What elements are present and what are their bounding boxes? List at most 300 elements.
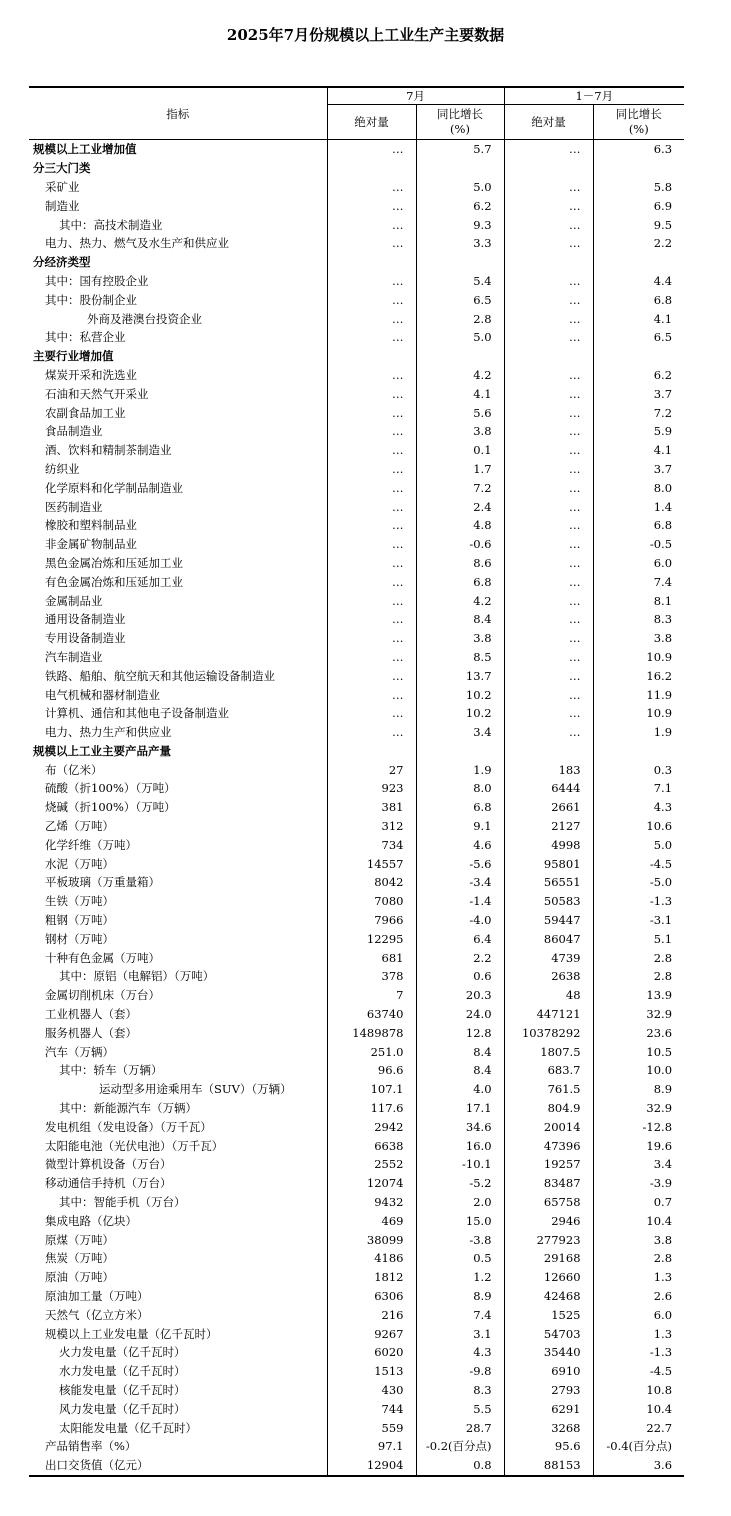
row-label: 主要行业增加值 xyxy=(33,349,114,364)
row-label: 移动通信手持机（万台） xyxy=(45,1176,172,1191)
row-month-abs: 681 xyxy=(327,948,416,967)
row-label: 分经济类型 xyxy=(33,255,91,270)
row-month-yoy: 9.1 xyxy=(416,817,504,836)
table-row xyxy=(29,196,684,215)
row-ytd-abs: 12660 xyxy=(504,1268,593,1287)
row-ytd-abs: 47396 xyxy=(504,1136,593,1155)
row-ytd-abs: … xyxy=(504,478,593,497)
row-ytd-yoy: 4.1 xyxy=(593,441,684,460)
table-row xyxy=(29,140,684,159)
row-label: 粗钢（万吨） xyxy=(45,913,114,928)
table-row xyxy=(29,1117,684,1136)
row-month-yoy: 5.5 xyxy=(416,1399,504,1418)
row-label: 专用设备制造业 xyxy=(45,631,126,646)
row-ytd-yoy: -1.3 xyxy=(593,892,684,911)
table-header xyxy=(29,87,684,140)
row-month-abs: … xyxy=(327,272,416,291)
row-ytd-abs: 54703 xyxy=(504,1324,593,1343)
row-ytd-yoy: 5.9 xyxy=(593,422,684,441)
row-month-yoy: -9.8 xyxy=(416,1362,504,1381)
row-month-yoy: 5.6 xyxy=(416,403,504,422)
row-month-yoy: 20.3 xyxy=(416,986,504,1005)
row-ytd-yoy: -12.8 xyxy=(593,1117,684,1136)
row-month-abs: 2552 xyxy=(327,1155,416,1174)
row-month-yoy: -3.8 xyxy=(416,1230,504,1249)
table-row xyxy=(29,817,684,836)
table-row xyxy=(29,1268,684,1287)
row-month-yoy: 8.3 xyxy=(416,1381,504,1400)
row-ytd-abs: … xyxy=(504,272,593,291)
table-row xyxy=(29,892,684,911)
table-row xyxy=(29,723,684,742)
row-ytd-abs: … xyxy=(504,422,593,441)
row-ytd-abs: 683.7 xyxy=(504,1061,593,1080)
row-month-yoy: -1.4 xyxy=(416,892,504,911)
row-month-abs: … xyxy=(327,591,416,610)
row-month-yoy: 4.2 xyxy=(416,366,504,385)
row-ytd-yoy: 3.7 xyxy=(593,384,684,403)
row-ytd-abs: 29168 xyxy=(504,1249,593,1268)
row-ytd-yoy: 19.6 xyxy=(593,1136,684,1155)
row-ytd-abs: … xyxy=(504,309,593,328)
row-ytd-abs: … xyxy=(504,140,593,159)
row-month-abs: … xyxy=(327,666,416,685)
row-ytd-abs: 48 xyxy=(504,986,593,1005)
table-row xyxy=(29,629,684,648)
row-ytd-abs: 2638 xyxy=(504,967,593,986)
header-indicator: 指标 xyxy=(29,87,327,140)
row-month-abs: … xyxy=(327,535,416,554)
row-month-abs: 9432 xyxy=(327,1193,416,1212)
row-month-yoy: 7.2 xyxy=(416,478,504,497)
row-month-yoy: 34.6 xyxy=(416,1117,504,1136)
row-ytd-abs xyxy=(504,347,593,366)
row-label: 金属制品业 xyxy=(45,593,103,608)
row-month-yoy: 17.1 xyxy=(416,1099,504,1118)
row-ytd-abs: 183 xyxy=(504,760,593,779)
row-month-yoy: 6.2 xyxy=(416,196,504,215)
row-month-abs: … xyxy=(327,328,416,347)
table-row xyxy=(29,366,684,385)
row-month-yoy: 3.3 xyxy=(416,234,504,253)
row-month-yoy: 10.2 xyxy=(416,704,504,723)
header-month-yoy xyxy=(416,105,504,140)
row-month-abs: 1513 xyxy=(327,1362,416,1381)
row-ytd-abs: … xyxy=(504,328,593,347)
row-ytd-abs: 6444 xyxy=(504,779,593,798)
row-month-abs: 430 xyxy=(327,1381,416,1400)
table-row xyxy=(29,873,684,892)
row-label: 水力发电量（亿千瓦时） xyxy=(59,1364,186,1379)
row-ytd-abs: … xyxy=(504,441,593,460)
row-label: 火力发电量（亿千瓦时） xyxy=(59,1345,186,1360)
row-month-abs: 9267 xyxy=(327,1324,416,1343)
row-ytd-abs xyxy=(504,742,593,761)
header-group-ytd: 1－7月 xyxy=(504,87,684,105)
row-ytd-abs: 2793 xyxy=(504,1381,593,1400)
row-ytd-yoy: 1.3 xyxy=(593,1324,684,1343)
row-label: 其中：智能手机（万台） xyxy=(59,1195,186,1210)
row-ytd-abs: … xyxy=(504,516,593,535)
table-row xyxy=(29,1155,684,1174)
row-ytd-abs: … xyxy=(504,535,593,554)
table-row xyxy=(29,497,684,516)
row-month-abs: 7080 xyxy=(327,892,416,911)
row-month-yoy: 4.6 xyxy=(416,835,504,854)
table-row xyxy=(29,554,684,573)
table-row xyxy=(29,441,684,460)
row-ytd-abs: 2127 xyxy=(504,817,593,836)
row-label: 黑色金属冶炼和压延加工业 xyxy=(45,555,183,570)
row-ytd-yoy: 13.9 xyxy=(593,986,684,1005)
row-label: 十种有色金属（万吨） xyxy=(45,950,160,965)
row-month-yoy: 3.8 xyxy=(416,629,504,648)
table-row xyxy=(29,1174,684,1193)
row-month-yoy: 8.4 xyxy=(416,610,504,629)
row-ytd-yoy: 7.2 xyxy=(593,403,684,422)
row-month-abs: … xyxy=(327,572,416,591)
row-ytd-yoy: 7.1 xyxy=(593,779,684,798)
row-month-yoy: 0.6 xyxy=(416,967,504,986)
table-row xyxy=(29,1418,684,1437)
row-month-yoy: 6.8 xyxy=(416,798,504,817)
table-row xyxy=(29,1362,684,1381)
row-ytd-yoy: 10.4 xyxy=(593,1211,684,1230)
row-ytd-yoy: 3.8 xyxy=(593,629,684,648)
row-label: 汽车（万辆） xyxy=(45,1044,114,1059)
row-ytd-yoy: 6.5 xyxy=(593,328,684,347)
row-month-yoy: 8.4 xyxy=(416,1042,504,1061)
row-label: 金属切削机床（万台） xyxy=(45,988,160,1003)
row-ytd-abs: 88153 xyxy=(504,1456,593,1476)
table-row xyxy=(29,742,684,761)
row-ytd-yoy: 8.3 xyxy=(593,610,684,629)
row-month-abs: … xyxy=(327,234,416,253)
row-ytd-yoy: 10.5 xyxy=(593,1042,684,1061)
header-ytd-yoy-line1: 同比增长 xyxy=(615,107,662,121)
row-month-abs: 96.6 xyxy=(327,1061,416,1080)
row-label: 其中：新能源汽车（万辆） xyxy=(59,1101,197,1116)
table-row xyxy=(29,215,684,234)
row-ytd-abs: 277923 xyxy=(504,1230,593,1249)
row-month-abs: … xyxy=(327,215,416,234)
row-ytd-abs: … xyxy=(504,366,593,385)
row-ytd-yoy: 23.6 xyxy=(593,1023,684,1042)
row-month-abs: … xyxy=(327,648,416,667)
row-ytd-yoy xyxy=(593,347,684,366)
row-ytd-abs: 4739 xyxy=(504,948,593,967)
row-month-abs: 107.1 xyxy=(327,1080,416,1099)
row-month-yoy: 2.0 xyxy=(416,1193,504,1212)
row-ytd-yoy: 1.3 xyxy=(593,1268,684,1287)
row-label: 化学纤维（万吨） xyxy=(45,837,137,852)
row-month-abs: … xyxy=(327,685,416,704)
table-row xyxy=(29,854,684,873)
row-month-yoy: 8.0 xyxy=(416,779,504,798)
row-ytd-yoy: 5.1 xyxy=(593,929,684,948)
row-label: 采矿业 xyxy=(45,179,80,194)
row-month-yoy: 1.9 xyxy=(416,760,504,779)
row-ytd-yoy: 6.3 xyxy=(593,140,684,159)
row-month-abs: 381 xyxy=(327,798,416,817)
row-month-yoy: 15.0 xyxy=(416,1211,504,1230)
row-ytd-yoy: -5.0 xyxy=(593,873,684,892)
row-month-abs: … xyxy=(327,516,416,535)
row-ytd-yoy: 10.8 xyxy=(593,1381,684,1400)
row-ytd-abs: … xyxy=(504,723,593,742)
row-ytd-yoy xyxy=(593,159,684,178)
row-month-yoy: 8.6 xyxy=(416,554,504,573)
table-row xyxy=(29,1230,684,1249)
row-ytd-abs: 804.9 xyxy=(504,1099,593,1118)
row-label: 其中：股份制企业 xyxy=(45,292,137,307)
table-row xyxy=(29,967,684,986)
row-month-abs: … xyxy=(327,178,416,197)
row-ytd-abs xyxy=(504,159,593,178)
row-ytd-abs: … xyxy=(504,629,593,648)
table-row xyxy=(29,1381,684,1400)
table-row xyxy=(29,1399,684,1418)
row-label: 计算机、通信和其他电子设备制造业 xyxy=(45,706,229,721)
table-row xyxy=(29,1005,684,1024)
row-ytd-yoy: 11.9 xyxy=(593,685,684,704)
row-month-abs: 216 xyxy=(327,1305,416,1324)
row-ytd-yoy: 3.4 xyxy=(593,1155,684,1174)
row-month-yoy: 8.4 xyxy=(416,1061,504,1080)
row-ytd-yoy: 2.2 xyxy=(593,234,684,253)
row-ytd-yoy: 6.0 xyxy=(593,554,684,573)
row-label: 电气机械和器材制造业 xyxy=(45,687,160,702)
row-ytd-yoy: 10.4 xyxy=(593,1399,684,1418)
row-ytd-yoy: 16.2 xyxy=(593,666,684,685)
row-label: 通用设备制造业 xyxy=(45,612,126,627)
row-ytd-abs: 95801 xyxy=(504,854,593,873)
table-body xyxy=(29,140,684,1476)
page-title: 2025年7月份规模以上工业生产主要数据 xyxy=(226,26,505,44)
row-month-yoy: 2.4 xyxy=(416,497,504,516)
row-ytd-abs: 6910 xyxy=(504,1362,593,1381)
row-ytd-abs: 10378292 xyxy=(504,1023,593,1042)
row-month-yoy: 8.9 xyxy=(416,1287,504,1306)
row-month-abs: 251.0 xyxy=(327,1042,416,1061)
row-ytd-yoy: 10.9 xyxy=(593,704,684,723)
row-label: 规模以上工业发电量（亿千瓦时） xyxy=(45,1326,218,1341)
row-ytd-abs: … xyxy=(504,215,593,234)
row-ytd-abs: 95.6 xyxy=(504,1437,593,1456)
table-row xyxy=(29,535,684,554)
table-row xyxy=(29,1343,684,1362)
row-month-yoy: 6.5 xyxy=(416,290,504,309)
table-row xyxy=(29,572,684,591)
header-ytd-yoy-line2: (%) xyxy=(628,122,649,136)
row-ytd-abs: … xyxy=(504,497,593,516)
row-ytd-abs: … xyxy=(504,460,593,479)
row-label: 天然气（亿立方米） xyxy=(45,1307,149,1322)
row-label: 外商及港澳台投资企业 xyxy=(87,311,202,326)
header-month-abs: 绝对量 xyxy=(327,105,416,140)
row-month-abs: … xyxy=(327,704,416,723)
table-row xyxy=(29,234,684,253)
table-row xyxy=(29,911,684,930)
table-row xyxy=(29,704,684,723)
row-month-yoy: 3.4 xyxy=(416,723,504,742)
row-label: 产品销售率（%） xyxy=(45,1439,137,1454)
table-row xyxy=(29,516,684,535)
row-month-abs: 6306 xyxy=(327,1287,416,1306)
table-row xyxy=(29,948,684,967)
table-row xyxy=(29,460,684,479)
row-ytd-abs: … xyxy=(504,685,593,704)
row-label: 原煤（万吨） xyxy=(45,1232,114,1247)
row-month-abs: 8042 xyxy=(327,873,416,892)
row-label: 医药制造业 xyxy=(45,499,103,514)
table-row xyxy=(29,1061,684,1080)
table-row xyxy=(29,685,684,704)
row-ytd-yoy: 10.0 xyxy=(593,1061,684,1080)
row-month-yoy: 2.2 xyxy=(416,948,504,967)
row-ytd-abs: 20014 xyxy=(504,1117,593,1136)
row-ytd-yoy: 10.6 xyxy=(593,817,684,836)
row-label: 烧碱（折100%）（万吨） xyxy=(45,800,176,815)
row-ytd-yoy: -0.4(百分点) xyxy=(593,1437,684,1456)
row-label: 工业机器人（套） xyxy=(45,1007,137,1022)
row-ytd-abs: 3268 xyxy=(504,1418,593,1437)
header-month-yoy-line2: (%) xyxy=(450,122,470,136)
row-ytd-yoy: 0.7 xyxy=(593,1193,684,1212)
row-ytd-yoy: 7.4 xyxy=(593,572,684,591)
row-month-abs: … xyxy=(327,366,416,385)
row-ytd-abs: 83487 xyxy=(504,1174,593,1193)
row-ytd-abs: 86047 xyxy=(504,929,593,948)
row-month-yoy xyxy=(416,742,504,761)
row-ytd-yoy: 6.8 xyxy=(593,516,684,535)
row-ytd-yoy: 4.3 xyxy=(593,798,684,817)
table-row xyxy=(29,929,684,948)
row-label: 集成电路（亿块） xyxy=(45,1213,137,1228)
row-ytd-yoy: 1.4 xyxy=(593,497,684,516)
row-month-abs: … xyxy=(327,478,416,497)
row-label: 服务机器人（套） xyxy=(45,1025,137,1040)
row-month-yoy: 8.5 xyxy=(416,648,504,667)
row-month-abs xyxy=(327,253,416,272)
table-row xyxy=(29,1042,684,1061)
row-label: 其中：私营企业 xyxy=(45,330,126,345)
row-ytd-abs: … xyxy=(504,290,593,309)
table-row xyxy=(29,1080,684,1099)
row-ytd-abs xyxy=(504,253,593,272)
row-month-abs: … xyxy=(327,196,416,215)
row-ytd-yoy: 5.8 xyxy=(593,178,684,197)
row-ytd-abs: … xyxy=(504,704,593,723)
table-row xyxy=(29,1193,684,1212)
row-label: 微型计算机设备（万台） xyxy=(45,1157,172,1172)
table-row xyxy=(29,648,684,667)
table-row xyxy=(29,779,684,798)
table-row xyxy=(29,253,684,272)
row-label: 农副食品加工业 xyxy=(45,405,126,420)
row-label: 电力、热力、燃气及水生产和供应业 xyxy=(45,236,229,251)
row-label: 原油加工量（万吨） xyxy=(45,1289,149,1303)
row-ytd-yoy xyxy=(593,742,684,761)
row-ytd-abs: 56551 xyxy=(504,873,593,892)
row-label: 煤炭开采和洗选业 xyxy=(45,367,137,382)
row-label: 其中：国有控股企业 xyxy=(45,273,149,288)
row-month-yoy xyxy=(416,347,504,366)
row-month-abs: 12295 xyxy=(327,929,416,948)
row-label: 平板玻璃（万重量箱） xyxy=(45,875,160,890)
row-month-yoy: 0.5 xyxy=(416,1249,504,1268)
row-ytd-abs: … xyxy=(504,591,593,610)
row-month-abs: 923 xyxy=(327,779,416,798)
row-month-yoy: 24.0 xyxy=(416,1005,504,1024)
row-ytd-yoy: -0.5 xyxy=(593,535,684,554)
row-month-yoy: 4.8 xyxy=(416,516,504,535)
row-ytd-yoy: 2.8 xyxy=(593,1249,684,1268)
row-month-abs: 7966 xyxy=(327,911,416,930)
row-month-yoy: 9.3 xyxy=(416,215,504,234)
row-month-yoy: 16.0 xyxy=(416,1136,504,1155)
table-row xyxy=(29,1211,684,1230)
row-label: 钢材（万吨） xyxy=(45,931,114,946)
table-row xyxy=(29,347,684,366)
row-ytd-abs: … xyxy=(504,403,593,422)
row-ytd-abs: … xyxy=(504,554,593,573)
row-ytd-abs: 50583 xyxy=(504,892,593,911)
table-row xyxy=(29,760,684,779)
row-label: 焦炭（万吨） xyxy=(45,1251,114,1266)
row-month-abs xyxy=(327,742,416,761)
row-ytd-abs: … xyxy=(504,666,593,685)
row-label: 硫酸（折100%）（万吨） xyxy=(45,781,176,796)
row-month-yoy: -10.1 xyxy=(416,1155,504,1174)
row-month-abs: 6020 xyxy=(327,1343,416,1362)
row-month-yoy: 4.1 xyxy=(416,384,504,403)
header-ytd-abs: 绝对量 xyxy=(504,105,593,140)
row-label: 太阳能电池（光伏电池）（万千瓦） xyxy=(45,1138,224,1153)
row-month-abs: … xyxy=(327,497,416,516)
row-label: 有色金属冶炼和压延加工业 xyxy=(45,574,183,589)
row-month-yoy: -5.2 xyxy=(416,1174,504,1193)
row-month-yoy: 6.8 xyxy=(416,572,504,591)
row-month-abs: … xyxy=(327,140,416,159)
row-ytd-yoy: 4.1 xyxy=(593,309,684,328)
row-ytd-abs: 65758 xyxy=(504,1193,593,1212)
row-month-yoy: 3.1 xyxy=(416,1324,504,1343)
row-ytd-yoy: 32.9 xyxy=(593,1005,684,1024)
row-month-abs: 4186 xyxy=(327,1249,416,1268)
row-month-abs: 734 xyxy=(327,835,416,854)
row-label: 非金属矿物制品业 xyxy=(45,537,137,552)
row-label: 运动型多用途乘用车（SUV）（万辆） xyxy=(99,1082,292,1097)
row-month-abs: 1812 xyxy=(327,1268,416,1287)
row-month-yoy: 1.2 xyxy=(416,1268,504,1287)
row-label: 核能发电量（亿千瓦时） xyxy=(59,1382,186,1397)
row-month-abs: … xyxy=(327,554,416,573)
row-month-yoy: 5.7 xyxy=(416,140,504,159)
row-ytd-yoy: 6.9 xyxy=(593,196,684,215)
table-row xyxy=(29,1456,684,1476)
row-ytd-yoy: 8.1 xyxy=(593,591,684,610)
row-month-yoy: 6.4 xyxy=(416,929,504,948)
row-month-yoy: 4.2 xyxy=(416,591,504,610)
row-month-abs: … xyxy=(327,629,416,648)
table-row xyxy=(29,384,684,403)
row-label: 布（亿米） xyxy=(45,762,103,777)
row-ytd-yoy: 32.9 xyxy=(593,1099,684,1118)
row-ytd-yoy: 8.0 xyxy=(593,478,684,497)
row-label: 汽车制造业 xyxy=(45,649,103,664)
row-label: 出口交货值（亿元） xyxy=(29,1456,327,1476)
